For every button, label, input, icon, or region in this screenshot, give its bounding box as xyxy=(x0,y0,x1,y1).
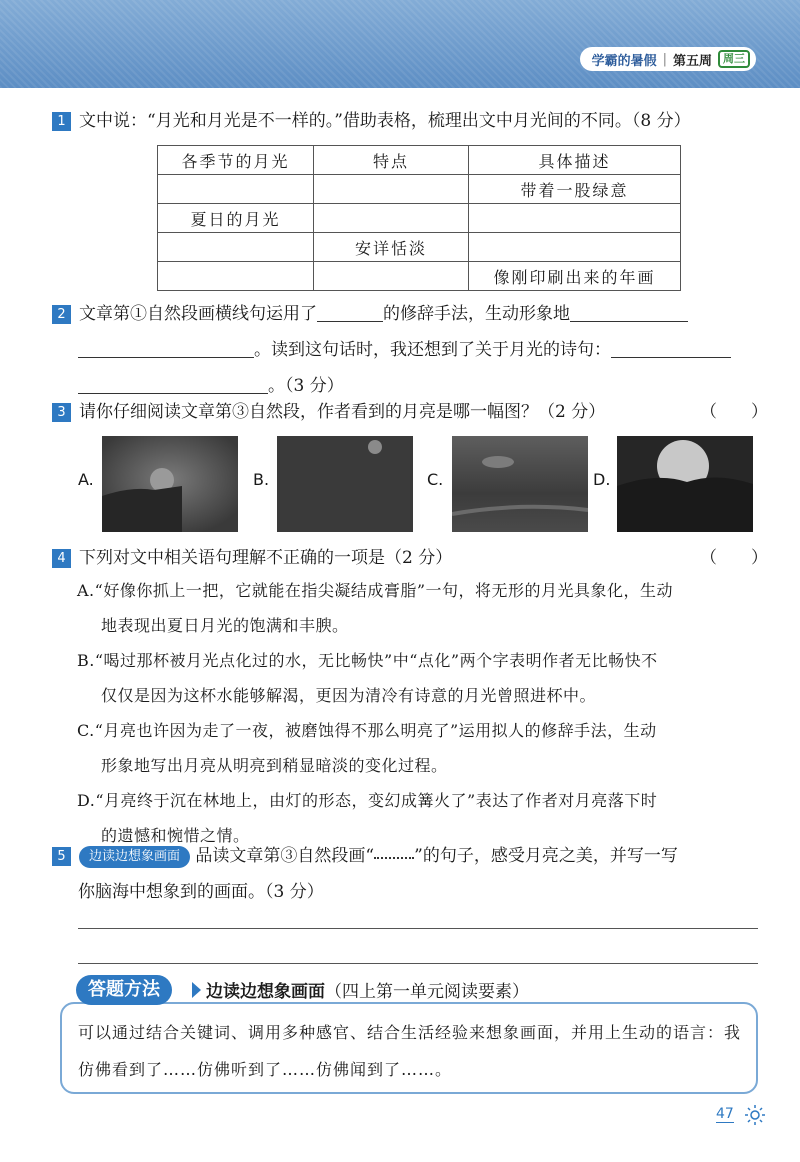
moon-picture-d[interactable] xyxy=(617,436,753,532)
table-cell[interactable] xyxy=(469,204,681,233)
question-text: 文章第①自然段画横线句运用了 xyxy=(79,304,317,324)
table-cell[interactable] xyxy=(469,233,681,262)
wavy-line-mark xyxy=(374,857,414,859)
table-cell: 安详恬淡 xyxy=(314,233,469,262)
tip-tag: 答题方法 xyxy=(76,975,172,1005)
table-cell: 像刚印刷出来的年画 xyxy=(469,262,681,291)
answer-paren[interactable]: （ ） xyxy=(700,402,768,422)
option-label: B. xyxy=(253,470,270,489)
question-text: 的修辞手法，生动形象地 xyxy=(383,304,570,324)
table-header-cell: 具体描述 xyxy=(469,146,681,175)
option-d-cont: 的遗憾和惋惜之情。 xyxy=(101,826,250,845)
option-a[interactable]: A.“好像你抓上一把，它就能在指尖凝结成膏脂”一句，将无形的月光具象化，生动 xyxy=(77,581,674,600)
question-4 xyxy=(52,540,452,576)
table-cell[interactable] xyxy=(158,233,314,262)
skill-pill: 边读边想象画面 xyxy=(79,846,190,868)
tip-title-main: 边读边想象画面 xyxy=(206,982,325,1002)
table-header-cell: 各季节的月光 xyxy=(158,146,314,175)
question-number: 4 xyxy=(52,549,71,568)
question-text: ”的句子，感受月亮之美，并写一写 xyxy=(414,846,678,866)
question-2 xyxy=(52,296,758,404)
moon-picture-a[interactable] xyxy=(102,436,238,532)
answer-blank[interactable] xyxy=(78,376,268,394)
question-text: 下列对文中相关语句理解不正确的一项是（2 分） xyxy=(79,548,453,568)
answer-blank[interactable] xyxy=(570,304,688,322)
answer-blank[interactable] xyxy=(78,340,254,358)
option-b[interactable]: B.“喝过那杯被月光点化过的水，无比畅快”中“点化”两个字表明作者无比畅快不 xyxy=(77,651,658,670)
table-cell: 夏日的月光 xyxy=(158,204,314,233)
moon-picture-c[interactable] xyxy=(452,436,588,532)
moon-picture-b[interactable] xyxy=(277,436,413,532)
question-number: 1 xyxy=(52,112,71,131)
question-text: 。（3 分） xyxy=(268,376,344,396)
week-label: 第五周 xyxy=(672,53,712,69)
tip-title xyxy=(206,979,529,1005)
table-row xyxy=(158,262,681,291)
tip-title-sub: （四上第一单元阅读要素） xyxy=(325,982,529,1002)
option-d[interactable]: D.“月亮终于沉在林地上，由灯的形态，变幻成篝火了”表达了作者对月亮落下时 xyxy=(77,791,658,810)
table-cell[interactable] xyxy=(314,175,469,204)
badge-separator: | xyxy=(662,51,667,67)
table-header-cell: 特点 xyxy=(314,146,469,175)
option-b-cont: 仅仅是因为这杯水能够解渴，更因为清冷有诗意的月光曾照进杯中。 xyxy=(101,686,597,705)
option-a-cont: 地表现出夏日月光的饱满和丰腴。 xyxy=(101,616,349,635)
answer-line[interactable] xyxy=(78,963,758,964)
brand-label: 学霸的暑假 xyxy=(591,53,657,69)
question-3 xyxy=(52,394,605,430)
question-number: 3 xyxy=(52,403,71,422)
table-cell[interactable] xyxy=(158,175,314,204)
answer-options xyxy=(77,573,757,853)
answer-paren[interactable]: （ ） xyxy=(700,548,768,568)
question-text: 。读到这句话时，我还想到了关于月光的诗句： xyxy=(254,340,611,360)
table-cell[interactable] xyxy=(314,204,469,233)
option-label: C. xyxy=(427,470,444,489)
question-1 xyxy=(52,103,691,139)
answer-line[interactable] xyxy=(78,928,758,929)
table-row xyxy=(158,233,681,262)
table-cell: 带着一股绿意 xyxy=(469,175,681,204)
question-5 xyxy=(52,838,758,910)
moonlight-table xyxy=(157,145,681,291)
tip-arrow-icon xyxy=(192,982,201,998)
answer-blank[interactable] xyxy=(317,304,383,322)
table-header-row xyxy=(158,146,681,175)
question-text: 请你仔细阅读文章第③自然段，作者看到的月亮是哪一幅图？（2 分） xyxy=(79,402,606,422)
option-label: D. xyxy=(593,470,611,489)
question-number: 5 xyxy=(52,847,71,866)
answer-blank[interactable] xyxy=(611,340,731,358)
sun-icon xyxy=(744,1104,766,1126)
question-text: 品读文章第③自然段画“ xyxy=(195,846,375,866)
option-label: A. xyxy=(78,470,94,489)
table-row xyxy=(158,175,681,204)
option-c-cont: 形象地写出月亮从明亮到稍显暗淡的变化过程。 xyxy=(101,756,448,775)
table-cell[interactable] xyxy=(314,262,469,291)
day-label: 周三 xyxy=(718,50,750,68)
tip-text: 可以通过结合关键词、调用多种感官、结合生活经验来想象画面，并用上生动的语言：我仿佛看到了……仿佛听到了……仿佛闻到了……。 xyxy=(78,1023,742,1079)
table-row xyxy=(158,204,681,233)
question-number: 2 xyxy=(52,305,71,324)
question-text: 你脑海中想象到的画面。（3 分） xyxy=(78,882,324,902)
page-header-band xyxy=(0,0,800,88)
series-badge xyxy=(580,47,756,71)
option-c[interactable]: C.“月亮也许因为走了一夜，被磨蚀得不那么明亮了”运用拟人的修辞手法，生动 xyxy=(77,721,657,740)
page-number: 47 xyxy=(716,1106,734,1122)
question-text: 文中说：“月光和月光是不一样的。”借助表格，梳理出文中月光间的不同。（8 分） xyxy=(79,111,691,131)
table-cell[interactable] xyxy=(158,262,314,291)
